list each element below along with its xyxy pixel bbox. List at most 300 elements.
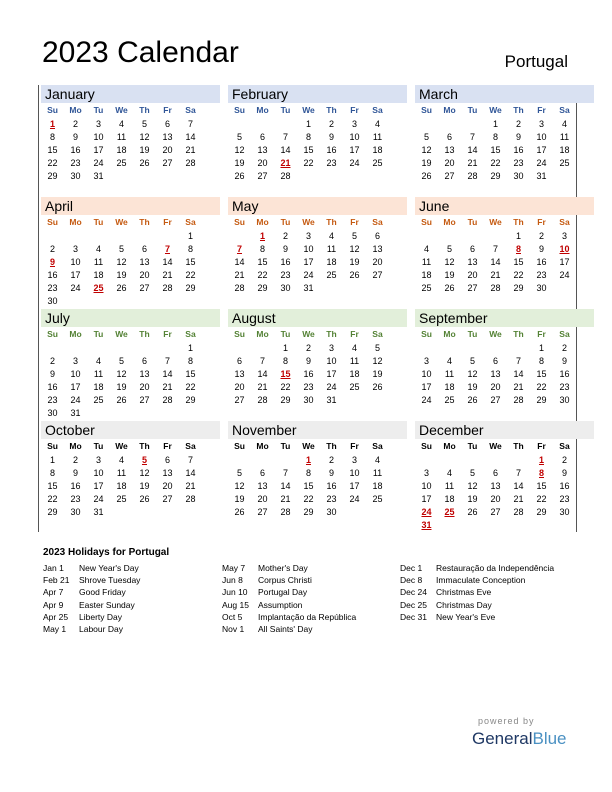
calendar-day: 14	[280, 481, 291, 491]
weekday-header: Sa	[559, 329, 570, 339]
holiday-date: 1	[538, 455, 544, 465]
calendar-day: 8	[187, 244, 193, 254]
month-name: May	[228, 197, 407, 215]
weekday-header: Tu	[93, 217, 104, 227]
calendar-day: 12	[372, 356, 383, 366]
calendar-day: 5	[423, 132, 429, 142]
calendar-day: 17	[536, 145, 547, 155]
calendar-day: 1	[305, 119, 311, 129]
holidays-title: 2023 Holidays for Portugal	[43, 547, 170, 558]
holiday-name: Assumption	[258, 599, 303, 610]
calendar-day: 16	[559, 481, 570, 491]
month-block	[228, 197, 407, 309]
holiday-name: Easter Sunday	[79, 599, 135, 610]
calendar-day: 16	[326, 145, 337, 155]
holiday-name: Immaculate Conception	[436, 575, 526, 586]
calendar-day: 21	[162, 382, 173, 392]
calendar-day: 28	[234, 283, 245, 293]
weekday-header: Su	[421, 329, 432, 339]
calendar-day: 15	[185, 257, 196, 267]
calendar-day: 10	[421, 369, 432, 379]
calendar-day: 15	[257, 257, 268, 267]
holiday-row	[222, 612, 356, 624]
holiday-row	[43, 624, 140, 636]
calendar-day: 3	[328, 343, 334, 353]
calendar-day: 18	[116, 145, 127, 155]
calendar-day: 17	[421, 494, 432, 504]
calendar-day: 27	[467, 283, 478, 293]
powered-by: powered by	[478, 716, 535, 726]
month-block	[415, 197, 594, 309]
weekday-header: Fr	[537, 105, 546, 115]
calendar-day: 21	[280, 494, 291, 504]
weekday-header: Su	[47, 441, 58, 451]
calendar-day: 4	[95, 244, 101, 254]
calendar-day: 12	[139, 468, 150, 478]
calendar-day: 16	[70, 145, 81, 155]
calendar-day: 16	[280, 257, 291, 267]
calendar-day: 15	[303, 481, 314, 491]
calendar-day: 24	[70, 283, 81, 293]
calendar-day: 30	[513, 171, 524, 181]
weekday-header: We	[302, 329, 315, 339]
calendar-day: 13	[139, 257, 150, 267]
calendar-day: 7	[282, 132, 288, 142]
holiday-name: Good Friday	[79, 587, 126, 598]
calendar-day: 12	[234, 481, 245, 491]
calendar-day: 22	[47, 494, 58, 504]
calendar-day: 8	[187, 356, 193, 366]
holiday-row	[222, 587, 356, 599]
calendar-day: 4	[118, 455, 124, 465]
calendar-day: 17	[349, 145, 360, 155]
weekday-header: Fr	[537, 329, 546, 339]
calendar-day: 26	[234, 171, 245, 181]
holiday-date: 7	[236, 244, 242, 254]
calendar-day: 22	[303, 494, 314, 504]
calendar-day: 8	[305, 468, 311, 478]
calendar-day: 14	[513, 369, 524, 379]
calendar-day: 14	[185, 468, 196, 478]
calendar-day: 8	[492, 132, 498, 142]
holiday-row	[222, 624, 356, 636]
weekday-header: Sa	[185, 105, 196, 115]
calendar-day: 3	[72, 356, 78, 366]
calendar-day: 25	[444, 395, 455, 405]
calendar-day: 21	[257, 382, 268, 392]
calendar-day: 11	[93, 257, 104, 267]
weekday-header: We	[489, 441, 502, 451]
calendar-day: 6	[374, 231, 380, 241]
calendar-day: 29	[257, 283, 268, 293]
calendar-day: 13	[162, 132, 173, 142]
calendar-day: 30	[280, 283, 291, 293]
calendar-day: 30	[47, 408, 58, 418]
calendar-day: 14	[162, 369, 173, 379]
calendar-day: 21	[513, 494, 524, 504]
weekday-header: Su	[234, 329, 245, 339]
calendar-day: 23	[47, 283, 58, 293]
calendar-day: 1	[49, 455, 55, 465]
weekday-header: Th	[139, 441, 150, 451]
calendar-day: 14	[467, 145, 478, 155]
calendar-day: 22	[513, 270, 524, 280]
calendar-day: 3	[538, 119, 544, 129]
calendar-day: 12	[116, 257, 127, 267]
calendar-day: 10	[303, 244, 314, 254]
calendar-day: 17	[326, 369, 337, 379]
calendar-day: 3	[305, 231, 311, 241]
holiday-date-label: Jun 8	[222, 575, 243, 586]
calendar-day: 2	[72, 455, 78, 465]
calendar-day: 24	[70, 395, 81, 405]
weekday-header: Fr	[163, 105, 172, 115]
calendar-day: 19	[234, 494, 245, 504]
calendar-day: 30	[47, 296, 58, 306]
calendar-day: 19	[139, 481, 150, 491]
weekday-header: We	[115, 329, 128, 339]
calendar-day: 30	[559, 395, 570, 405]
calendar-day: 27	[162, 494, 173, 504]
calendar-day: 12	[467, 481, 478, 491]
calendar-day: 8	[259, 244, 265, 254]
calendar-day: 21	[185, 145, 196, 155]
calendar-day: 14	[234, 257, 245, 267]
calendar-day: 30	[536, 283, 547, 293]
calendar-day: 16	[559, 369, 570, 379]
weekday-header: Fr	[537, 441, 546, 451]
calendar-day: 25	[326, 270, 337, 280]
calendar-day: 20	[257, 158, 268, 168]
holiday-row	[43, 600, 140, 612]
month-name: March	[415, 85, 594, 103]
holiday-name: Christmas Eve	[436, 587, 492, 598]
calendar-day: 9	[515, 132, 521, 142]
calendar-day: 12	[467, 369, 478, 379]
calendar-day: 16	[47, 382, 58, 392]
calendar-day: 4	[423, 244, 429, 254]
calendar-day: 26	[372, 382, 383, 392]
calendar-day: 29	[47, 507, 58, 517]
weekday-header: Su	[234, 217, 245, 227]
weekday-header: Th	[513, 105, 524, 115]
weekday-header: Th	[326, 217, 337, 227]
weekday-header: Fr	[350, 105, 359, 115]
calendar-day: 20	[139, 270, 150, 280]
calendar-day: 10	[421, 481, 432, 491]
calendar-day: 22	[185, 382, 196, 392]
calendar-day: 8	[49, 468, 55, 478]
calendar-day: 19	[467, 382, 478, 392]
weekday-header: Sa	[559, 105, 570, 115]
calendar-day: 30	[70, 171, 81, 181]
calendar-day: 23	[47, 395, 58, 405]
holiday-date: 24	[421, 507, 432, 517]
calendar-day: 26	[234, 507, 245, 517]
calendar-day: 20	[490, 494, 501, 504]
calendar-day: 7	[515, 468, 521, 478]
calendar-day: 16	[47, 270, 58, 280]
calendar-day: 10	[70, 257, 81, 267]
country-label: Portugal	[504, 52, 568, 71]
calendar-day: 28	[280, 171, 291, 181]
calendar-day: 7	[187, 455, 193, 465]
holiday-name: Restauração da Independência	[436, 563, 555, 573]
calendar-day: 19	[116, 382, 127, 392]
calendar-day: 16	[536, 257, 547, 267]
calendar-day: 12	[139, 132, 150, 142]
weekday-header: Tu	[280, 217, 291, 227]
calendar-day: 30	[559, 507, 570, 517]
holiday-date-label: Jun 10	[222, 587, 248, 598]
calendar-day: 13	[467, 257, 478, 267]
calendar-day: 5	[236, 132, 242, 142]
holiday-row	[43, 563, 140, 575]
calendar-day: 23	[326, 158, 337, 168]
weekday-header: Th	[326, 441, 337, 451]
holiday-date: 1	[305, 455, 311, 465]
weekday-header: Su	[234, 105, 245, 115]
calendar-day: 14	[513, 481, 524, 491]
calendar-day: 26	[421, 171, 432, 181]
calendar-day: 1	[282, 343, 288, 353]
calendar-day: 23	[513, 158, 524, 168]
calendar-day: 21	[234, 270, 245, 280]
calendar-day: 29	[303, 507, 314, 517]
holiday-row	[43, 575, 140, 587]
weekday-header: Sa	[372, 105, 383, 115]
calendar-day: 6	[141, 244, 147, 254]
calendar-day: 23	[559, 494, 570, 504]
weekday-header: Tu	[467, 329, 478, 339]
calendar-day: 12	[349, 244, 360, 254]
calendar-day: 23	[280, 270, 291, 280]
calendar-day: 15	[536, 369, 547, 379]
weekday-header: Su	[47, 217, 58, 227]
calendar-day: 16	[326, 481, 337, 491]
calendar-day: 5	[118, 356, 124, 366]
calendar-day: 22	[303, 158, 314, 168]
calendar-day: 5	[374, 343, 380, 353]
month-name: February	[228, 85, 407, 103]
calendar-day: 11	[326, 244, 337, 254]
calendar-day: 10	[70, 369, 81, 379]
calendar-day: 2	[328, 455, 334, 465]
calendar-day: 17	[70, 382, 81, 392]
calendar-day: 9	[49, 369, 55, 379]
weekday-header: Fr	[537, 217, 546, 227]
weekday-header: Mo	[443, 441, 456, 451]
calendar-day: 30	[70, 507, 81, 517]
calendar-day: 7	[515, 356, 521, 366]
calendar-day: 8	[538, 356, 544, 366]
calendar-day: 18	[326, 257, 337, 267]
calendar-day: 24	[349, 494, 360, 504]
calendar-day: 24	[93, 494, 104, 504]
calendar-day: 20	[234, 382, 245, 392]
calendar-day: 22	[536, 494, 547, 504]
calendar-day: 14	[162, 257, 173, 267]
month-block	[415, 85, 594, 197]
calendar-day: 7	[492, 244, 498, 254]
holiday-name: Labour Day	[79, 623, 123, 634]
calendar-day: 22	[185, 270, 196, 280]
calendar-day: 4	[328, 231, 334, 241]
calendar-day: 27	[257, 507, 268, 517]
calendar-day: 3	[351, 119, 357, 129]
holiday-column	[43, 563, 140, 636]
calendar-day: 31	[93, 171, 104, 181]
calendar-day: 22	[536, 382, 547, 392]
calendar-day: 5	[446, 244, 452, 254]
calendar-day: 20	[162, 481, 173, 491]
calendar-day: 2	[515, 119, 521, 129]
calendar-day: 17	[421, 382, 432, 392]
calendar-day: 10	[326, 356, 337, 366]
calendar-day: 7	[259, 356, 265, 366]
calendar-day: 17	[349, 481, 360, 491]
weekday-header: Tu	[467, 441, 478, 451]
calendar-day: 19	[116, 270, 127, 280]
holiday-name: New Year's Eve	[436, 611, 496, 622]
calendar-day: 18	[93, 382, 104, 392]
calendar-day: 31	[303, 283, 314, 293]
calendar-day: 20	[372, 257, 383, 267]
calendar-day: 9	[538, 244, 544, 254]
calendar-day: 28	[257, 395, 268, 405]
holiday-date-label: Dec 24	[400, 587, 427, 598]
holiday-date-label: Dec 25	[400, 599, 427, 610]
calendar-day: 12	[421, 145, 432, 155]
weekday-header: Sa	[559, 217, 570, 227]
calendar-day: 1	[515, 231, 521, 241]
calendar-day: 15	[185, 369, 196, 379]
month-block	[228, 309, 407, 421]
month-name: November	[228, 421, 407, 439]
calendar-day: 3	[72, 244, 78, 254]
calendar-day: 9	[561, 356, 567, 366]
calendar-day: 18	[444, 494, 455, 504]
calendar-day: 18	[349, 369, 360, 379]
calendar-day: 4	[374, 455, 380, 465]
calendar-day: 13	[490, 481, 501, 491]
calendar-day: 2	[72, 119, 78, 129]
weekday-header: Su	[421, 217, 432, 227]
holiday-row	[400, 563, 554, 575]
weekday-header: Sa	[185, 217, 196, 227]
month-block	[41, 197, 220, 309]
calendar-day: 1	[538, 343, 544, 353]
calendar-day: 7	[164, 356, 170, 366]
calendar-day: 5	[118, 244, 124, 254]
calendar-day: 12	[234, 145, 245, 155]
calendar-day: 28	[162, 395, 173, 405]
calendar-day: 21	[490, 270, 501, 280]
calendar-day: 15	[490, 145, 501, 155]
month-name: August	[228, 309, 407, 327]
calendar-day: 3	[423, 356, 429, 366]
holiday-row	[400, 587, 554, 599]
weekday-header: Su	[47, 105, 58, 115]
weekday-header: Sa	[372, 329, 383, 339]
calendar-day: 9	[328, 468, 334, 478]
calendar-day: 6	[469, 244, 475, 254]
weekday-header: Sa	[185, 441, 196, 451]
calendar-day: 13	[257, 145, 268, 155]
calendar-day: 6	[446, 132, 452, 142]
weekday-header: Tu	[280, 105, 291, 115]
weekday-header: Tu	[93, 105, 104, 115]
calendar-day: 21	[513, 382, 524, 392]
month-block	[228, 421, 407, 533]
calendar-day: 10	[349, 132, 360, 142]
calendar-day: 19	[444, 270, 455, 280]
calendar-day: 26	[116, 283, 127, 293]
weekday-header: Mo	[256, 329, 269, 339]
calendar-day: 27	[372, 270, 383, 280]
calendar-day: 18	[444, 382, 455, 392]
calendar-day: 23	[70, 494, 81, 504]
weekday-header: Mo	[69, 105, 82, 115]
holiday-row	[222, 563, 356, 575]
calendar-day: 5	[236, 468, 242, 478]
calendar-day: 16	[70, 481, 81, 491]
calendar-day: 23	[326, 494, 337, 504]
calendar-day: 4	[446, 468, 452, 478]
calendar-day: 7	[282, 468, 288, 478]
calendar-day: 18	[93, 270, 104, 280]
calendar-day: 28	[467, 171, 478, 181]
calendar-day: 10	[349, 468, 360, 478]
holiday-date-label: Dec 8	[400, 575, 423, 586]
calendar-day: 25	[116, 158, 127, 168]
calendar-day: 31	[326, 395, 337, 405]
calendar-day: 28	[490, 283, 501, 293]
weekday-header: Th	[139, 329, 150, 339]
calendar-day: 18	[372, 145, 383, 155]
calendar-day: 2	[328, 119, 334, 129]
calendar-grid	[38, 85, 577, 532]
calendar-day: 2	[282, 231, 288, 241]
calendar-day: 13	[372, 244, 383, 254]
calendar-day: 12	[116, 369, 127, 379]
calendar-day: 6	[492, 468, 498, 478]
holiday-date-label: Aug 15	[222, 599, 249, 610]
holiday-date: 25	[93, 283, 104, 293]
calendar-day: 20	[467, 270, 478, 280]
holiday-name: Mother's Day	[258, 563, 308, 573]
calendar-day: 31	[93, 507, 104, 517]
calendar-day: 9	[561, 468, 567, 478]
holiday-date: 8	[515, 244, 521, 254]
calendar-day: 6	[164, 455, 170, 465]
calendar-day: 13	[139, 369, 150, 379]
month-block	[41, 421, 220, 533]
calendar-day: 24	[559, 270, 570, 280]
holiday-row	[400, 600, 554, 612]
calendar-day: 2	[49, 356, 55, 366]
calendar-day: 13	[444, 145, 455, 155]
calendar-day: 24	[349, 158, 360, 168]
calendar-day: 19	[234, 158, 245, 168]
calendar-day: 6	[164, 119, 170, 129]
month-block	[41, 85, 220, 197]
calendar-day: 23	[70, 158, 81, 168]
month-name: January	[41, 85, 220, 103]
calendar-day: 19	[467, 494, 478, 504]
calendar-day: 9	[305, 356, 311, 366]
brand-logo	[472, 729, 567, 749]
